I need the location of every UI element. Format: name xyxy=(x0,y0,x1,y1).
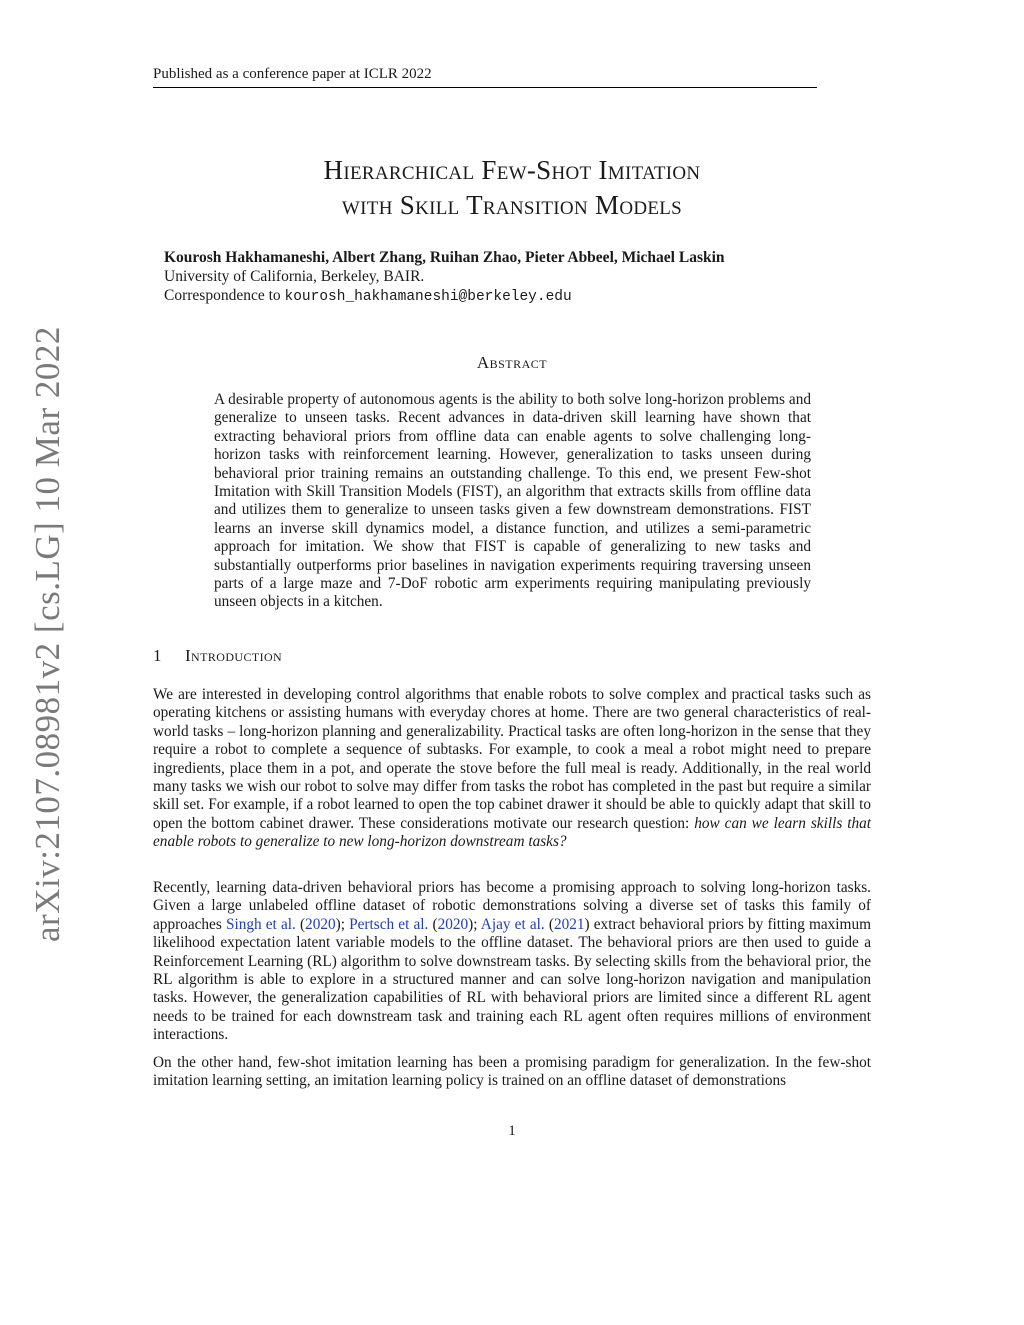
intro-paragraph-3 xyxy=(153,1054,871,1091)
correspondence-email[interactable]: kourosh_hakhamaneshi@berkeley.edu xyxy=(284,289,572,305)
section-title: Introduction xyxy=(185,646,283,665)
citation-singh-year[interactable]: 2020 xyxy=(305,915,336,933)
author-list: Kourosh Hakhamaneshi, Albert Zhang, Ruihan Zhao, Pieter Abbeel, Michael Laskin xyxy=(164,249,725,266)
paragraph-2-rest: extract behavioral priors by fitting maximum likelihood expectation latent variable models to the offline dataset. The behavioral priors are then used to guide a Reinforcement Learning (RL) algorithm to solve downstream tasks. By selecting skills from the behavioral prior, the RL algorithm is able to explore in a structured manner and can solve long-horizon navigation and manipulation tasks. However, the generalization capabilities of RL with behavioral priors are limited since a different RL agent needs to be trained for each downstream task and training each RL agent often requires millions of environment interactions. xyxy=(153,915,872,1044)
title-text-2: with Skill Transition Models xyxy=(341,190,683,220)
intro-paragraph-1 xyxy=(153,686,871,852)
arxiv-stamp: arXiv:2107.08981v2 [cs.LG] 10 Mar 2022 xyxy=(28,326,67,942)
paragraph-1-text: We are interested in developing control algorithms that enable robots to solve complex and practical tasks such as operating kitchens or assisting humans with everyday chores at home. There are two general characteristics of real-world tasks – long-horizon planning and generalizability. Practical tasks are often long-horizon in the sense that they require a robot to complete a sequence of subtasks. For example, to cook a meal a robot might need to prepare ingredients, place them in a pot, and operate the stove before the full meal is ready. Additionally, in the real world many tasks we wish our robot to solve may differ from tasks the robot has completed in the past but require a similar skill set. For example, if a robot learned to open the top cabinet drawer it should be able to quickly adapt that skill to open the bottom cabinet drawer. These considerations motivate our research question: xyxy=(153,686,871,832)
section-number: 1 xyxy=(153,646,162,665)
affiliation: University of California, Berkeley, BAIR. xyxy=(164,268,425,285)
intro-paragraph-2: Recently, learning data-driven behavioral priors has become a promising approach to solving long-horizon tasks. Given a large unlabeled offline dataset of robotic demonstrations solving a diverse set of tasks this family of approaches Singh et al. (2020); Pertsch et al. (2020); Ajay et al. (2021) extract behavioral priors by fitting maximum likelihood expectation latent variable models to the offline dataset. The behavioral priors are then used to guide a Reinforcement Learning (RL) algorithm to solve downstream tasks. By selecting skills from the behavioral prior, the RL algorithm is able to explore in a structured manner and can solve long-horizon navigation and manipulation tasks. However, the generalization capabilities of RL with behavioral priors are limited since a different RL agent needs to be trained for each downstream task and training each RL agent often requires millions of environment interactions. xyxy=(153,879,872,1044)
research-question: how can we learn skills that enable robots to generalize to new long-horizon downstream tasks? xyxy=(153,814,872,851)
correspondence-label: Correspondence to xyxy=(164,287,285,304)
citation-pertsch-year[interactable]: 2020 xyxy=(437,915,469,933)
paragraph-2-intro: Recently, learning data-driven behavioral priors has become a promising approach to solving long-horizon tasks. Given a large unlabeled offline dataset of robotic demonstrations solving a diverse set of tasks this family of approaches xyxy=(153,879,871,933)
citation-singh[interactable]: Singh et al. xyxy=(225,915,296,933)
venue-header: Published as a conference paper at ICLR 2022 xyxy=(153,66,817,88)
citation-pertsch[interactable]: Pertsch et al. xyxy=(349,915,429,933)
paragraph-3-text: On the other hand, few-shot imitation learning has been a promising paradigm for generalization. In the few-shot imitation learning setting, an imitation learning policy is trained on an offline dataset of demonstrations xyxy=(153,1054,871,1090)
correspondence xyxy=(164,287,572,305)
abstract-heading: Abstract xyxy=(476,353,548,372)
title-text-1: Hierarchical Few-Shot Imitation xyxy=(323,155,701,185)
paper-title-line-1 xyxy=(153,152,871,188)
abstract-text: A desirable property of autonomous agents is the ability to both solve long-horizon problems and generalize to unseen tasks. Recent advances in data-driven skill learning have shown that extracting behavioral priors from offline data can enable agents to solve challenging long-horizon tasks with reinforcement learning. However, generalization to tasks unseen during behavioral prior training remains an outstanding challenge. To this end, we present Few-shot Imitation with Skill Transition Models (FIST), an algorithm that extracts skills from offline data and utilizes them to generalize to unseen tasks given a few downstream demonstrations. FIST learns an inverse skill dynamics model, a distance function, and utilizes a semi-parametric approach for imitation. We show that FIST is capable of generalizing to new tasks and substantially outperforms prior baselines in navigation experiments requiring traversing unseen parts of a large maze and 7-DoF robotic arm experiments requiring manipulating previously unseen objects in a kitchen. xyxy=(214,391,811,611)
paper-title-line-2 xyxy=(153,187,871,223)
page-number: 1 xyxy=(508,1123,516,1139)
section-heading xyxy=(153,646,282,666)
citation-ajay[interactable]: Ajay et al. xyxy=(480,915,545,933)
citation-ajay-year[interactable]: 2021 xyxy=(553,915,585,933)
